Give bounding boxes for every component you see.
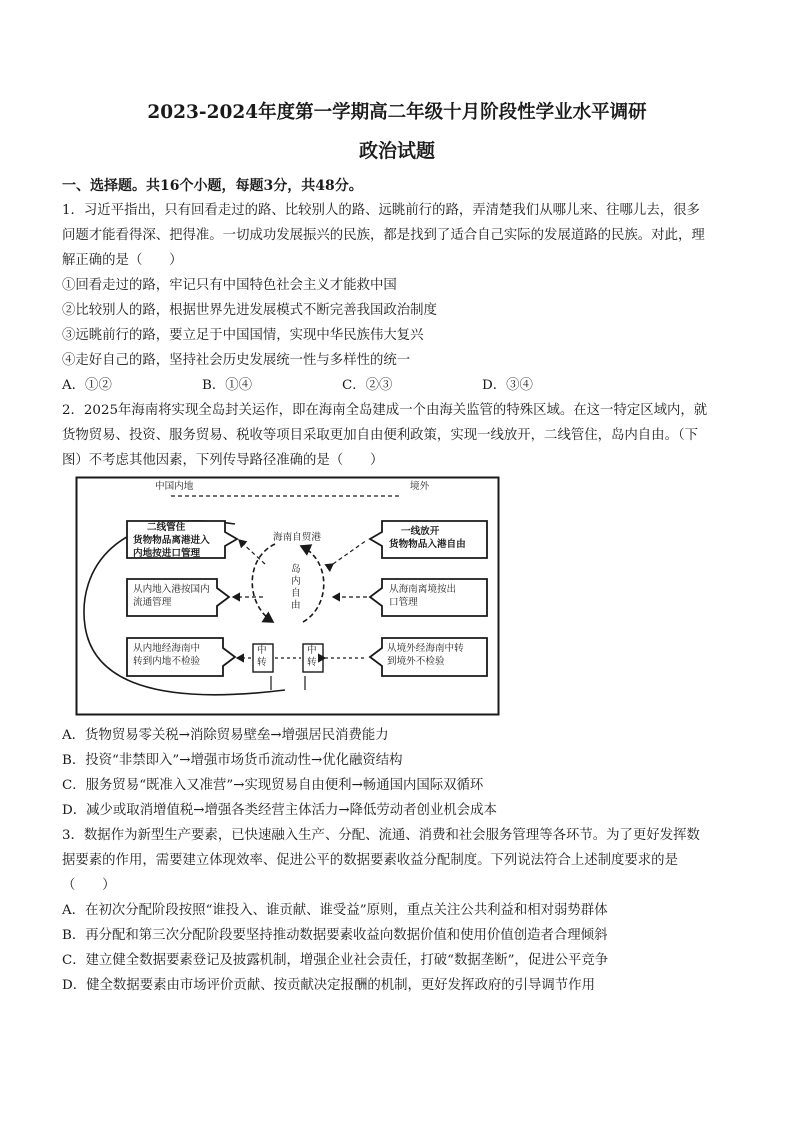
center-label-island-free: 岛 内 自 由 [291, 564, 301, 611]
exam-title: 2023-2024年度第一学期高二年级十月阶段性学业水平调研 [147, 102, 647, 123]
transit-label-right: 中 转 [307, 645, 317, 668]
q1-stem-line: 解正确的是（ ） [62, 253, 183, 268]
q1-option-c[interactable]: C．②③ [342, 378, 393, 393]
q1-option-a[interactable]: A．①② [62, 378, 112, 393]
center-arc-left [252, 544, 275, 622]
q1-options [62, 374, 782, 393]
q1-item: ③远眺前行的路，要立足于中国国情，实现中华民族伟大复兴 [62, 328, 424, 343]
q3-stem-line: （ ） [62, 878, 116, 893]
q2-option-a[interactable]: A．货物贸易零关税→消除贸易壁垒→增强居民消费能力 [62, 728, 389, 743]
q3-option-a[interactable]: A．在初次分配阶段按照“谁投入、谁贡献、谁受益”原则，重点关注公共利益和相对弱势群体 [62, 903, 608, 918]
q1-stem-line: 1．习近平指出，只有回看走过的路、比较别人的路、远眺前行的路，弄清楚我们从哪儿来、往哪儿去，很多 [62, 203, 700, 218]
q2-option-b[interactable]: B．投资“非禁即入”→增强市场货币流动性→优化融资结构 [62, 753, 403, 768]
q1-option-b[interactable]: B．①④ [202, 378, 253, 393]
q1-item: ①回看走过的路，牢记只有中国特色社会主义才能救中国 [62, 278, 397, 293]
q1-option-d[interactable]: D．③④ [482, 378, 533, 393]
q3-stem-line: 3．数据作为新型生产要素，已快速融入生产、分配、流通、消费和社会服务管理等各环节。为了更好发挥数 [62, 828, 700, 843]
transit-label-left: 中 转 [257, 645, 267, 668]
right-box-1-text: 一线放开 货物物品入港自由 [389, 526, 466, 550]
q2-stem-line: 2．2025年海南将实现全岛封关运作，即在海南全岛建成一个由海关监管的特殊区域。在这一特定区域内，就 [62, 403, 708, 418]
left-box-3-text: 从内地经海南中 转到内地不检验 [133, 643, 201, 667]
left-box-1-text: 二线管住 货物物品离港进入 内地按进口管理 [133, 522, 210, 559]
q2-stem-line: 货物贸易、投资、服务贸易、税收等项目采取更加自由便利政策，实现一线放开，二线管住，岛内自由。（下 [62, 428, 699, 443]
q2-option-d[interactable]: D．减少或取消增值税→增强各类经营主体活力→降低劳动者创业机会成本 [62, 803, 497, 818]
q1-item: ②比较别人的路，根据世界先进发展模式不断完善我国政治制度 [62, 303, 437, 318]
left-box-2-text: 从内地入港按国内 流通管理 [133, 584, 210, 608]
exam-subtitle: 政治试题 [358, 140, 435, 162]
q2-stem-line: 图）不考虑其他因素，下列传导路径准确的是（ ） [62, 453, 384, 468]
right-box-3-text: 从境外经海南中转 到境外不检验 [387, 643, 464, 667]
region-label-overseas: 境外 [410, 481, 430, 492]
q1-stem-line: 问题才能看得深、把得准。一切成功发展振兴的民族，都是找到了适合自己实际的发展道路的民族。对此，理 [62, 228, 705, 243]
q3-stem-line: 据要素的作用，需要建立体现效率、促进公平的数据要素收益分配制度。下列说法符合上述制度要求的是 [62, 853, 678, 868]
right-box-2-text: 从海南离境按出 口管理 [389, 584, 457, 608]
center-label-hainan-ftp: 海南自贸港 [273, 532, 321, 543]
q3-option-d[interactable]: D．健全数据要素由市场评价贡献、按贡献决定报酬的机制，更好发挥政府的引导调节作用 [62, 978, 595, 993]
region-label-mainland: 中国内地 [155, 481, 194, 492]
q1-item: ④走好自己的路，坚持社会历史发展统一性与多样性的统一 [62, 353, 411, 368]
q3-option-b[interactable]: B．再分配和第三次分配阶段要坚持推动数据要素收益向数据价值和使用价值创造者合理倾斜 [62, 928, 608, 943]
section-heading: 一、选择题。共16个小题，每题3分，共48分。 [62, 178, 363, 194]
hainan-ftp-diagram [75, 476, 500, 716]
center-arc-right [301, 546, 324, 622]
q3-option-c[interactable]: C．建立健全数据要素登记及披露机制，增强企业社会责任，打破“数据垄断”，促进公平竞争 [62, 953, 609, 968]
q2-option-c[interactable]: C．服务贸易“既准入又准营”→实现贸易自由便利→畅通国内国际双循环 [62, 778, 484, 793]
